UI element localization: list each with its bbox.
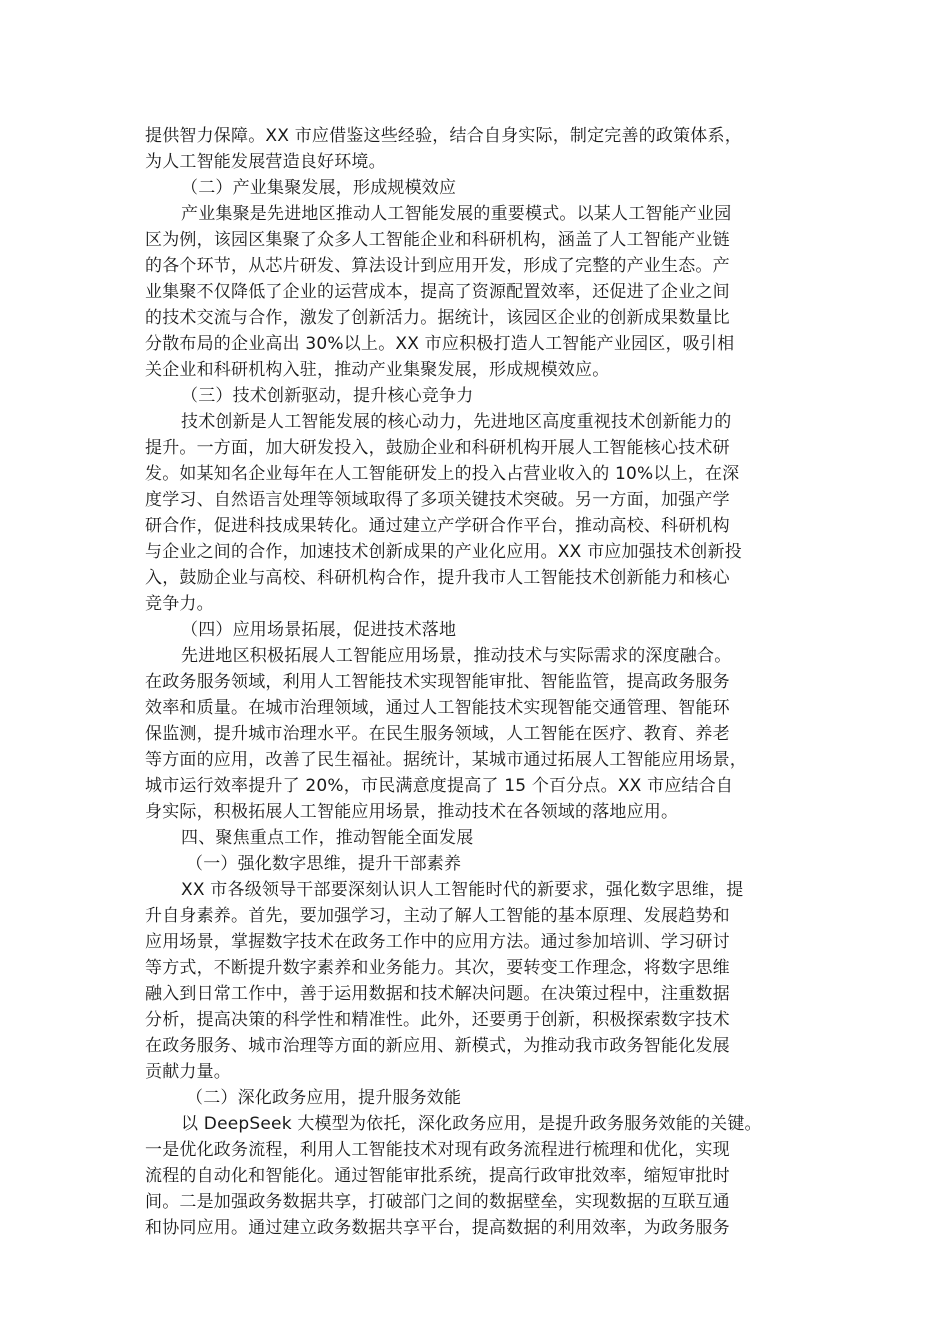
text-line: 入，鼓励企业与高校、科研机构合作，提升我市人工智能技术创新能力和核心 bbox=[145, 568, 730, 588]
text-line: 在政务服务领域，利用人工智能技术实现智能审批、智能监管，提高政务服务 bbox=[145, 672, 730, 692]
section-heading-4: 四、聚焦重点工作，推动智能全面发展 bbox=[181, 828, 474, 848]
text-line: 应用场景，掌握数字技术在政务工作中的应用方法。通过参加培训、学习研讨 bbox=[145, 932, 730, 952]
text-line: 等方面的应用，改善了民生福祉。据统计，某城市通过拓展人工智能应用场景， bbox=[145, 750, 747, 770]
text-line: 技术创新是人工智能发展的核心动力，先进地区高度重视技术创新能力的 bbox=[181, 412, 732, 432]
text-line: 提升。一方面，加大研发投入，鼓励企业和科研机构开展人工智能核心技术研 bbox=[145, 438, 730, 458]
text-line: 贡献力量。 bbox=[145, 1062, 231, 1082]
text-line: 区为例，该园区集聚了众多人工智能企业和科研机构，涵盖了人工智能产业链 bbox=[145, 230, 730, 250]
text-line: 度学习、自然语言处理等领域取得了多项关键技术突破。另一方面，加强产学 bbox=[145, 490, 730, 510]
text-line: 的技术交流与合作，激发了创新活力。据统计，该园区企业的创新成果数量比 bbox=[145, 308, 730, 328]
text-line: 城市运行效率提升了 20%，市民满意度提高了 15 个百分点。XX 市应结合自 bbox=[145, 776, 734, 796]
text-line: 的各个环节，从芯片研发、算法设计到应用开发，形成了完整的产业生态。产 bbox=[145, 256, 730, 276]
text-line: 间。二是加强政务数据共享，打破部门之间的数据壁垒，实现数据的互联互通 bbox=[145, 1192, 730, 1212]
text-line: 分析，提高决策的科学性和精准性。此外，还要勇于创新，积极探索数字技术 bbox=[145, 1010, 730, 1030]
text-line: 产业集聚是先进地区推动人工智能发展的重要模式。以某人工智能产业园 bbox=[181, 204, 732, 224]
text-line: 提供智力保障。XX 市应借鉴这些经验，结合自身实际，制定完善的政策体系， bbox=[145, 126, 742, 146]
subheading-digital-thinking: （一）强化数字思维，提升干部素养 bbox=[186, 854, 462, 874]
text-line: 发。如某知名企业每年在人工智能研发上的投入占营业收入的 10%以上，在深 bbox=[145, 464, 740, 484]
text-line: XX 市各级领导干部要深刻认识人工智能时代的新要求，强化数字思维，提 bbox=[181, 880, 744, 900]
text-line: 等方式，不断提升数字素养和业务能力。其次，要转变工作理念，将数字思维 bbox=[145, 958, 730, 978]
subheading-tech-innovation: （三）技术创新驱动，提升核心竞争力 bbox=[181, 386, 474, 406]
text-line: 身实际，积极拓展人工智能应用场景，推动技术在各领域的落地应用。 bbox=[145, 802, 679, 822]
text-line: 升自身素养。首先，要加强学习，主动了解人工智能的基本原理、发展趋势和 bbox=[145, 906, 730, 926]
text-line: 和协同应用。通过建立政务数据共享平台，提高数据的利用效率，为政务服务 bbox=[145, 1218, 730, 1238]
text-line: 为人工智能发展营造良好环境。 bbox=[145, 152, 386, 172]
text-line: 先进地区积极拓展人工智能应用场景，推动技术与实际需求的深度融合。 bbox=[181, 646, 732, 666]
subheading-application-scenarios: （四）应用场景拓展，促进技术落地 bbox=[181, 620, 457, 640]
text-line: 在政务服务、城市治理等方面的新应用、新模式，为推动我市政务智能化发展 bbox=[145, 1036, 730, 1056]
text-line: 保监测，提升城市治理水平。在民生服务领域，人工智能在医疗、教育、养老 bbox=[145, 724, 730, 744]
subheading-government-application: （二）深化政务应用，提升服务效能 bbox=[186, 1088, 462, 1108]
text-line: 分散布局的企业高出 30%以上。XX 市应积极打造人工智能产业园区，吸引相 bbox=[145, 334, 735, 354]
text-line: 融入到日常工作中，善于运用数据和技术解决问题。在决策过程中，注重数据 bbox=[145, 984, 730, 1004]
subheading-industry-cluster: （二）产业集聚发展，形成规模效应 bbox=[181, 178, 457, 198]
text-line: 效率和质量。在城市治理领域，通过人工智能技术实现智能交通管理、智能环 bbox=[145, 698, 730, 718]
text-line: 一是优化政务流程，利用人工智能技术对现有政务流程进行梳理和优化，实现 bbox=[145, 1140, 730, 1160]
text-line: 以 DeepSeek 大模型为依托，深化政务应用，是提升政务服务效能的关键。 bbox=[181, 1114, 762, 1134]
text-line: 与企业之间的合作，加速技术创新成果的产业化应用。XX 市应加强技术创新投 bbox=[145, 542, 742, 562]
text-line: 竞争力。 bbox=[145, 594, 214, 614]
text-line: 关企业和科研机构入驻，推动产业集聚发展，形成规模效应。 bbox=[145, 360, 610, 380]
text-line: 研合作，促进科技成果转化。通过建立产学研合作平台，推动高校、科研机构 bbox=[145, 516, 730, 536]
text-line: 业集聚不仅降低了企业的运营成本，提高了资源配置效率，还促进了企业之间 bbox=[145, 282, 730, 302]
text-line: 流程的自动化和智能化。通过智能审批系统，提高行政审批效率，缩短审批时 bbox=[145, 1166, 730, 1186]
